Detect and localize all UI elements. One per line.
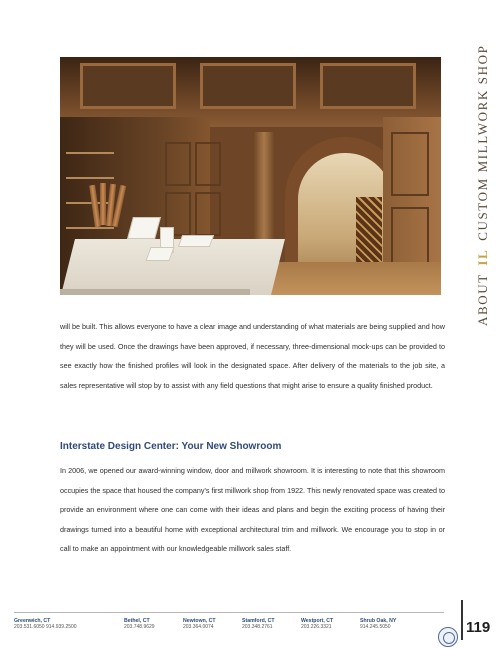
side-title — [476, 16, 490, 326]
showroom-photo — [60, 57, 441, 295]
location-city: Bethel, CT — [124, 618, 150, 624]
page-number-divider — [461, 600, 463, 640]
footer-location — [242, 618, 275, 630]
footer-location — [301, 618, 333, 630]
location-city: Shrub Oak, NY — [360, 618, 397, 624]
footer-location — [360, 618, 396, 630]
footer-location — [124, 618, 155, 630]
location-city: Westport, CT — [301, 618, 334, 624]
footer-location — [14, 618, 77, 630]
location-phone: 203.226.3321 — [301, 624, 332, 630]
section-paragraph: In 2006, we opened our award-winning window, door and millwork showroom. It is interesting to note that this showroom occupies the space that housed the company's first millwork shop from 1922. This newly renovated space was created to provide an environment where one can come with their ideas and plans and begin the exciting process of having their drawings turned into a beautiful home with exceptional architectural trim and millwork. We encourage you to stop in or call to make an appointment with our knowledgeable millwork sales staff. — [60, 466, 445, 554]
location-phone: 203.348.2761 — [242, 624, 273, 630]
location-phone: 203.364.0074 — [183, 624, 214, 630]
side-title-logo-mark: IL — [475, 248, 490, 266]
side-title-text: CUSTOM MILLWORK SHOP — [475, 44, 490, 241]
footer-location — [183, 618, 216, 630]
footer-divider — [14, 612, 444, 613]
section-heading: Interstate Design Center: Your New Showroom — [60, 441, 282, 452]
location-phone: 914.245.5050 — [360, 624, 391, 630]
page-number: 119 — [466, 619, 491, 636]
company-seal-icon — [438, 627, 458, 647]
location-city: Stamford, CT — [242, 618, 275, 624]
side-title-about: ABOUT — [475, 273, 490, 326]
intro-paragraph: will be built. This allows everyone to have a clear image and understanding of what materials are being supplied and how they will be used. Once the drawings have been approved, if necessary, three-dimensional mock-ups can be provided to see exactly how the finished profiles will look in the designated space. After delivery of the materials to the job site, a sales representative will stop by to assist with any field questions that might arise to ensure a quality finished product. — [60, 322, 445, 390]
location-city: Newtown, CT — [183, 618, 216, 624]
location-phone: 203.748.9629 — [124, 624, 155, 630]
location-city: Greenwich, CT — [14, 618, 51, 624]
location-phone: 203.531.6050 914.939.2500 — [14, 624, 77, 630]
